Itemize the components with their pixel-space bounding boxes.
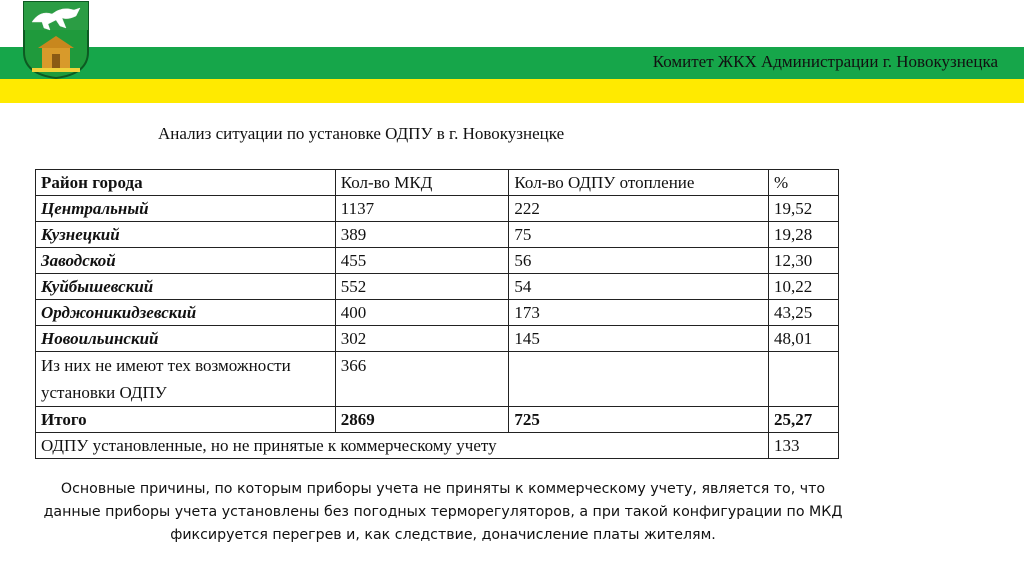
mkd-count: 400 [335, 300, 509, 326]
total-mkd: 2869 [335, 407, 509, 433]
not-accepted-value: 133 [769, 433, 839, 459]
header-odpu: Кол-во ОДПУ отопление [509, 170, 769, 196]
explanation-note: Основные причины, по которым приборы учета не приняты к коммерческому учету, является то, что данные приборы учета установлены без погодных терморегуляторов, а при такой конфигурации по МКД фиксируется перегрев и, как следствие, доначисление платы жителям. [43, 481, 843, 543]
district-name: Центральный [36, 196, 336, 222]
percent-value: 48,01 [769, 326, 839, 352]
odpu-count: 56 [509, 248, 769, 274]
header-mkd: Кол-во МКД [335, 170, 509, 196]
mkd-count: 302 [335, 326, 509, 352]
district-name: Орджоникидзевский [36, 300, 336, 326]
table-row [36, 274, 839, 300]
not-accepted-row [36, 433, 839, 459]
percent-value: 43,25 [769, 300, 839, 326]
odpu-count: 145 [509, 326, 769, 352]
no-tech-value: 366 [335, 352, 509, 407]
mkd-count: 389 [335, 222, 509, 248]
table-row [36, 222, 839, 248]
table-header-row [36, 170, 839, 196]
total-percent: 25,27 [769, 407, 839, 433]
mkd-count: 1137 [335, 196, 509, 222]
table-row [36, 196, 839, 222]
mkd-count: 455 [335, 248, 509, 274]
district-name: Заводской [36, 248, 336, 274]
page-title: Анализ ситуации по установке ОДПУ в г. Новокузнецке [158, 124, 565, 143]
percent-value: 12,30 [769, 248, 839, 274]
no-tech-row [36, 352, 839, 407]
header-district: Район города [36, 170, 336, 196]
district-name: Куйбышевский [36, 274, 336, 300]
header-yellow-stripe [0, 79, 1024, 103]
district-name: Кузнецкий [36, 222, 336, 248]
mkd-count: 552 [335, 274, 509, 300]
table-row [36, 248, 839, 274]
no-tech-empty-odpu [509, 352, 769, 407]
district-name: Новоильинский [36, 326, 336, 352]
total-row [36, 407, 839, 433]
percent-value: 19,28 [769, 222, 839, 248]
no-tech-label: Из них не имеют тех возможности установки ОДПУ [36, 352, 336, 407]
percent-value: 19,52 [769, 196, 839, 222]
table-row [36, 326, 839, 352]
odpu-count: 54 [509, 274, 769, 300]
odpu-count: 222 [509, 196, 769, 222]
no-tech-empty-percent [769, 352, 839, 407]
table-row [36, 300, 839, 326]
percent-value: 10,22 [769, 274, 839, 300]
total-odpu: 725 [509, 407, 769, 433]
total-label: Итого [36, 407, 336, 433]
city-coat-of-arms-icon [22, 0, 90, 80]
organization-name: Комитет ЖКХ Администрации г. Новокузнецка [652, 52, 998, 71]
odpu-count: 173 [509, 300, 769, 326]
header-percent: % [769, 170, 839, 196]
not-accepted-label: ОДПУ установленные, но не принятые к коммерческому учету [36, 433, 769, 459]
odpu-count: 75 [509, 222, 769, 248]
odpu-table [35, 169, 839, 459]
